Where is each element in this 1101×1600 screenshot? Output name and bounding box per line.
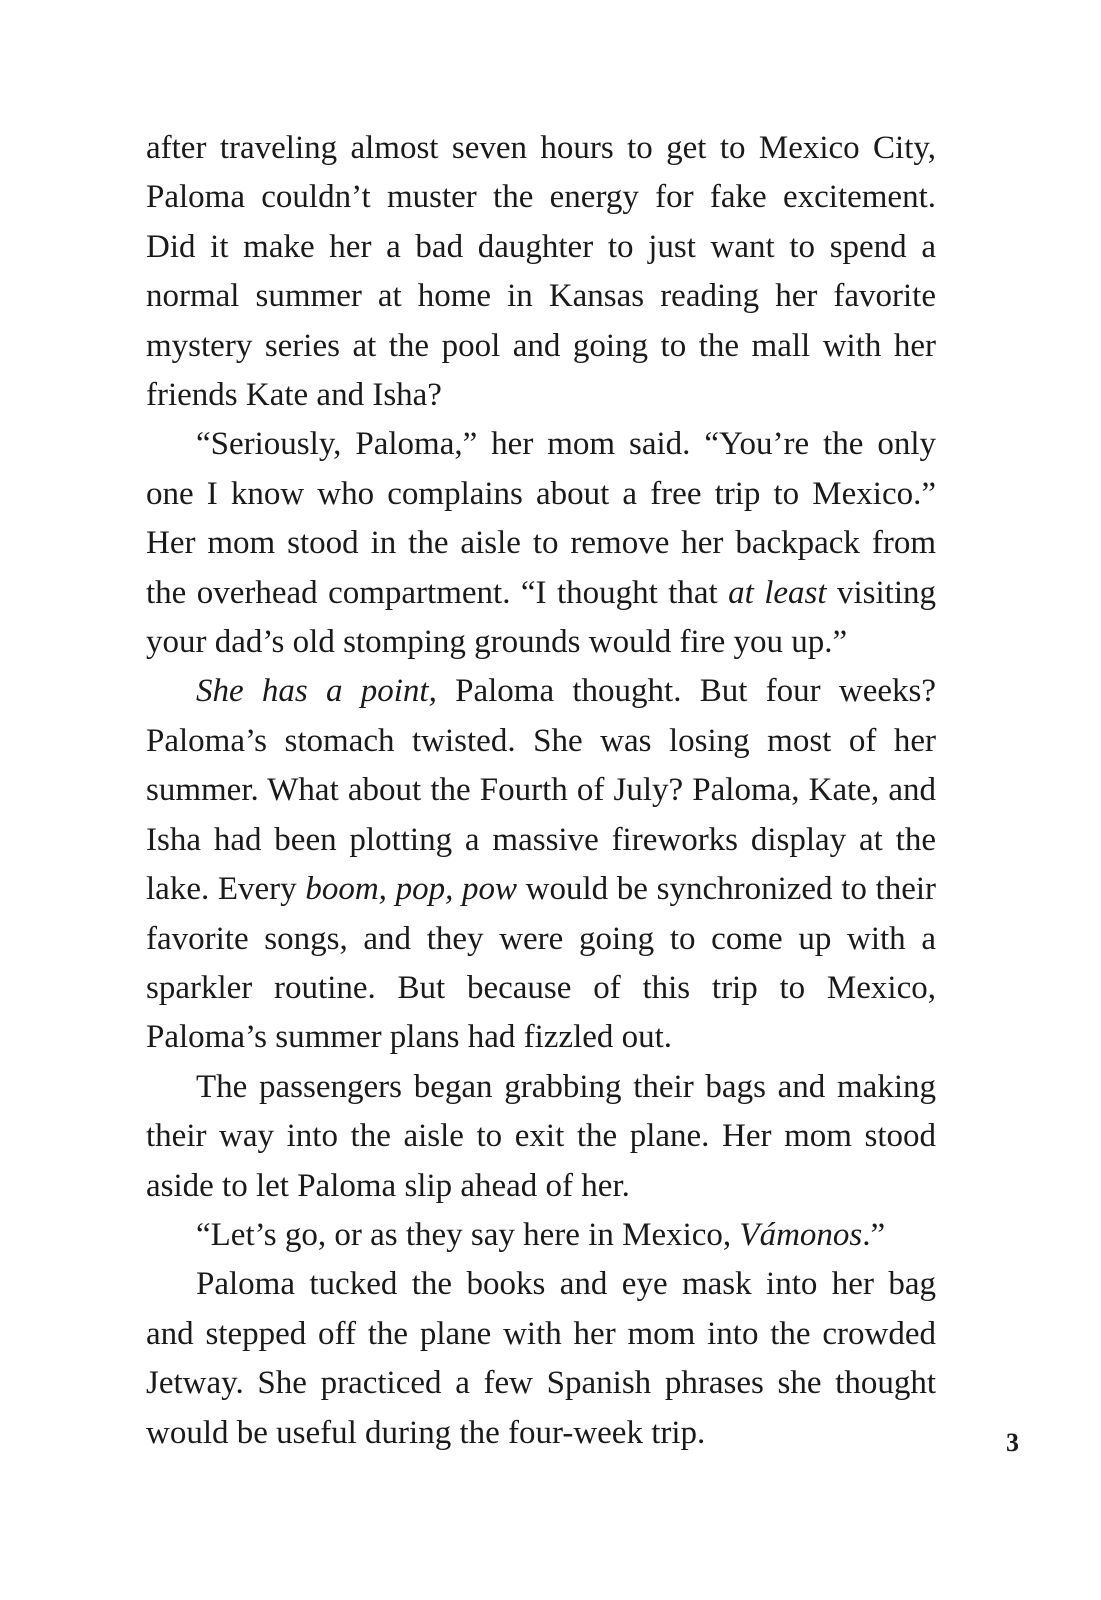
paragraph xyxy=(146,1211,936,1260)
paragraph xyxy=(146,420,936,667)
paragraph xyxy=(146,1063,936,1211)
text-run: “Seriously, Paloma,” her mom said. “You’re the only one I know who complains about a free trip to Mexico.” Her mom stood in the aisle to remove her backpack from the overhead compartment. “I thought that xyxy=(146,426,936,611)
text-run: .” xyxy=(862,1216,886,1253)
text-run: The passengers began grabbing their bags and making their way into the aisle to exit the plane. Her mom stood aside to let Paloma slip ahead of her. xyxy=(146,1068,936,1204)
paragraph xyxy=(146,1260,936,1458)
text-run: would be synchronized to their favorite songs, and they were going to come up with a sparkler routine. But because of this trip to Mexico, Paloma’s summer plans had fizzled out. xyxy=(146,871,936,1056)
paragraph xyxy=(146,124,936,420)
text-run: Paloma tucked the books and eye mask into her bag and stepped off the plane with her mom into the crowded Jetway. She practiced a few Spanish phrases she thought would be useful during the four-week trip. xyxy=(146,1266,936,1451)
italic-text: Vámonos xyxy=(739,1216,863,1253)
text-run: after traveling almost seven hours to get to Mexico City, Paloma couldn’t muster the energy for fake excitement. Did it make her a bad daughter to just want to spend a normal summer at home in Kansas reading her favorite mystery series at the pool and going to the mall with her friends Kate and Isha? xyxy=(146,130,936,414)
text-run: Paloma thought. But four weeks? Paloma’s stomach twisted. She was losing most of her summer. What about the Fourth of July? Paloma, Kate, and Isha had been plotting a massive fireworks display at the lake. Every xyxy=(146,673,937,908)
italic-text: at least xyxy=(728,574,827,611)
page-body-text xyxy=(146,124,936,1458)
text-run: visiting your dad’s old stomping grounds would fire you up.” xyxy=(146,574,936,661)
text-run: “Let’s go, or as they say here in Mexico, xyxy=(196,1216,740,1253)
italic-text: She has a point, xyxy=(196,673,437,710)
italic-text: boom, pop, pow xyxy=(305,871,517,908)
paragraph xyxy=(146,667,936,1062)
page-number: 3 xyxy=(1006,1428,1019,1457)
